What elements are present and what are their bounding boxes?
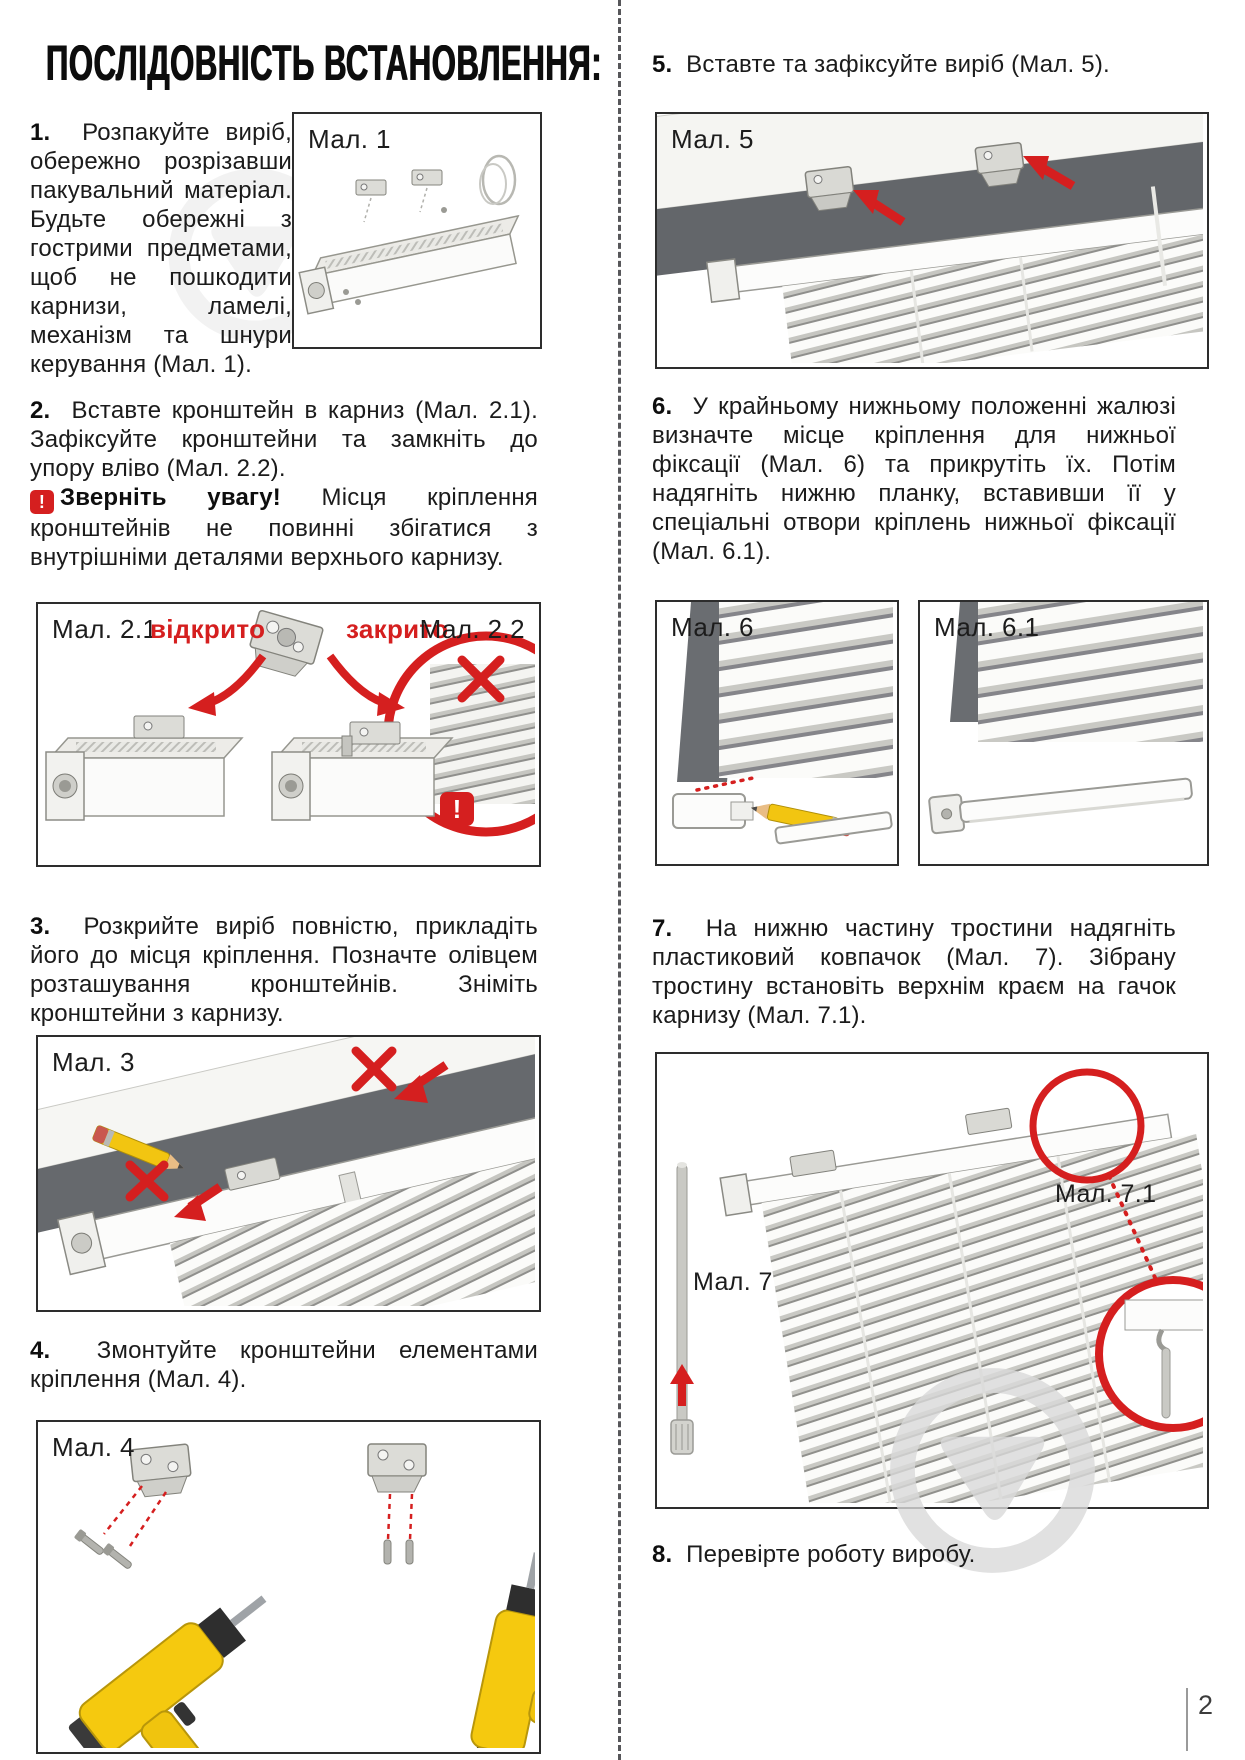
figure-1-box <box>292 112 542 349</box>
page-title: ПОСЛІДОВНІСТЬ ВСТАНОВЛЕННЯ: <box>46 35 603 91</box>
page-number: 2 <box>1186 1688 1213 1751</box>
figure-4-illustration <box>38 1422 535 1748</box>
step-8-text: Перевірте роботу виробу. <box>686 1541 976 1568</box>
figure-6-box <box>655 600 899 866</box>
figure-6-label: Мал. 6 <box>671 612 754 642</box>
step-5-text: Вставте та зафіксуйте виріб (Мал. 5). <box>686 51 1110 78</box>
step-3-text: Розкрийте виріб повністю, прикладіть його до місця кріплення. Позначте олівцем розташування кронштейнів. Зніміть кронштейни з карнизу. <box>30 913 538 1027</box>
figure-1-label: Мал. 1 <box>308 124 391 154</box>
warning-icon: ! <box>30 490 54 514</box>
figure-2-open-label: відкрито <box>150 614 266 644</box>
red-arrow-up-icon <box>670 1364 694 1406</box>
bottom-rail-assembly <box>929 770 1193 833</box>
step-6-text: У крайньому нижньому положенні жалюзі визначте місце кріплення для нижньої фіксації (Мал. 6) та прикрутіть їх. Потім надягніть нижню планку, вставивши її у спеціальні отвори кріплень нижньої фіксації (Мал. 6.1). <box>652 393 1176 565</box>
drill-icon-2 <box>466 1547 535 1748</box>
screw-icon <box>74 1529 134 1571</box>
step-8-number: 8. <box>652 1541 673 1568</box>
figure-2-box <box>36 602 541 867</box>
figure-6-1-box <box>918 600 1209 866</box>
step-5-paragraph <box>652 50 1172 79</box>
figure-5-box <box>655 112 1209 369</box>
figure-2-label-left: Мал. 2.1 <box>52 614 158 644</box>
step-6-number: 6. <box>652 393 673 420</box>
figure-3-label: Мал. 3 <box>52 1047 135 1077</box>
step-2-paragraph <box>30 396 538 572</box>
bracket-icon <box>356 170 442 195</box>
screw-icon-2 <box>384 1540 413 1564</box>
step-1-text: Розпакуйте виріб, обережно розрізавши пакувальний матеріал. Будьте обережні з гострими предметами, щоб не пошкодити карнизи, ламелі, механізм та шнури керування (Мал. 1). <box>30 119 292 378</box>
step-1-paragraph <box>30 118 292 379</box>
cornice-rail <box>297 216 529 314</box>
figure-4-box <box>36 1420 541 1754</box>
exclamation-badge: ! <box>440 792 474 826</box>
drill-icon <box>62 1577 339 1748</box>
figure-6-1-label: Мал. 6.1 <box>934 612 1040 642</box>
column-divider <box>618 0 621 1760</box>
bottom-fix-bracket <box>673 794 753 828</box>
warning-text: Місця кріплення кронштейнів не повинні збігатися з внутрішніми деталями верхнього карнизу. <box>30 484 538 571</box>
step-2-number: 2. <box>30 397 51 424</box>
step-7-number: 7. <box>652 915 673 942</box>
step-4-number: 4. <box>30 1337 51 1364</box>
figure-4-label: Мал. 4 <box>52 1432 135 1462</box>
figure-7-1-label: Мал. 7.1 <box>1055 1180 1157 1208</box>
cord-icon <box>480 156 515 204</box>
plastic-cap-icon <box>671 1420 693 1454</box>
figure-3-box <box>36 1035 541 1312</box>
cornice-open <box>46 716 242 820</box>
figure-7-box <box>655 1052 1209 1509</box>
step-2-text: Вставте кронштейн в карниз (Мал. 2.1). Зафіксуйте кронштейни та замкніть до упору вліво (Мал. 2.2). <box>30 397 538 482</box>
step-4-paragraph <box>30 1336 538 1394</box>
bracket-icon-2 <box>368 1444 426 1492</box>
red-arrow-right <box>330 656 405 716</box>
step-7-text: На нижню частину тростини надягніть пластиковий ковпачок (Мал. 7). Зібрану тростину встановіть верхнім краєм на гачок карнизу (Мал. 7.1). <box>652 915 1176 1029</box>
step-1-number: 1. <box>30 119 51 146</box>
step-6-paragraph <box>652 392 1176 566</box>
step-7-paragraph <box>652 914 1176 1030</box>
figure-2-label-right: Мал. 2.2 <box>419 614 525 644</box>
step-3-number: 3. <box>30 913 51 940</box>
warning-lead: Зверніть увагу! <box>60 484 281 511</box>
red-arrow-left <box>188 656 263 716</box>
step-8-paragraph <box>652 1540 1072 1569</box>
figure-7-label: Мал. 7 <box>693 1268 773 1296</box>
step-4-text: Змонтуйте кронштейни елементами кріплення (Мал. 4). <box>30 1337 538 1393</box>
step-3-paragraph <box>30 912 538 1028</box>
figure-2-closed-label: закрито <box>346 614 449 644</box>
figure-5-label: Мал. 5 <box>671 124 754 154</box>
step-5-number: 5. <box>652 51 673 78</box>
